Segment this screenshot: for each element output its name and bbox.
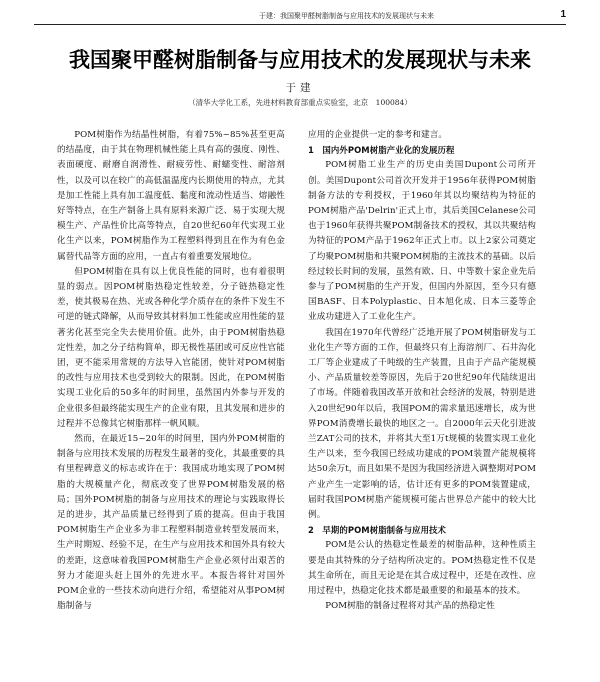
section-heading-1: 1 国内外POM树脂产业化的发展历程 [308,145,455,156]
page-number: 1 [560,9,566,20]
paragraph: 应用的企业提供一定的参考和建言。 [308,130,448,140]
section-heading-2: 2 早期的POM树脂制备与应用技术 [308,525,446,536]
paragraph: POM是公认的热稳定性最差的树脂品种，这种性质主要是由其特殊的分子结构所决定的。POM热稳定性不仅是其生命所在，而且无论是在其合成过程中，还是在改性、应用过程中，热稳定化技术都是最重要的和最基本的技术。 [308,540,536,597]
paragraph: POM树脂工业生产的历史由美国Dupont公司所开创。美国Dupont公司首次开发并于1956年获得POM树脂制备方法的专利授权，于1960年其以均聚结构为特征的POM树脂产品'Delrin'正式上市，其后美国Celanese公司也于1960年获得共聚POM制备技术的授权，其以共聚结构为特征的POM产品于1962年正式上市。以上2家公司奠定了均聚POM树脂和共聚POM树脂的主流技术的基础。以后经过较长时间的发展，虽然有欧、日、中等数十家企业先后参与了POM树脂的生产开发，但国内外原因，至今只有德国BASF、日本Polyplastic、日本旭化成、日本三菱等企业成功建进入了工业化生产。 [308,160,536,323]
paragraph: POM树脂的制备过程将对其产品的热稳定性 [325,601,495,612]
right-column [308,128,536,615]
paragraph: 然而，在最近15~20年的时间里，国内外POM树脂的制备与应用技术发展的历程发生最著的变化，其最重要的具有里程碑意义的标志或许在于：我国成功地实现了POM树脂的大规模量产化，彻底改变了世界POM树脂发展的格局；国外POM树脂的制备与应用技术的理论与实践取得长足的进步，其产品质量已经得到了质的提高。但由于我国POM树脂生产企业多为非工程塑料制造业转型发展而来，生产时期短、经验不足，在生产与应用技术和国外具有较大的差距，这意味着我国POM树脂生产企业必须付出艰苦的努力才能迎头赶上国外的先进水平。本报告将针对国外POM企业的一些技术动向进行介绍，希望能对从事POM树脂制备与 [57,434,285,612]
running-title: 于建：我国聚甲醛树脂制备与应用技术的发展现状与未来 [259,12,434,20]
left-column [57,128,285,615]
paragraph: POM树脂作为结晶性树脂，有着75%~85%甚至更高的结晶度，由于其在物理机械性能上具有高的强度、刚性、表面硬度、耐磨自润滑性、耐疲劳性、耐蠕变性、耐溶剂性，以及可以在较广的高低温温度内长期使用的特点，尤其是加工性能上具有加工温度低、黏度和流动性适当、熔融性好等特点，在生产制备上具有原料来源广泛、易于实现大规模生产、产品性价比高等特点，自20世纪60年代实现工业化生产以来，POM树脂作为工程塑料得到且在作为有色金属替代品等方面的应用，一直占有着重要发展地位。 [57,130,285,262]
article-title: 我国聚甲醛树脂制备与应用技术的发展现状与未来 [69,48,531,72]
article-author: 于建 [285,82,315,94]
paragraph: 但POM树脂在具有以上优良性能的同时，也有着很明显的弱点。因POM树脂热稳定性较差，分子链热稳定性差，使其极易在热、光或各种化学介质存在的条件下发生不可逆的链式降解，从而导致其材料加工性能或应用性能的显著劣化甚至完全失去使用价值。此外，由于POM树脂热稳定性差，加之分子结构简单，即无极性基团或可反应性官能团，更不能采用常规的方法导入官能团，使针对POM树脂的改性与应用技术也受到较大的限制。因此，在POM树脂实现工业化后的50多年的时间里，虽然国内外参与开发的企业很多但最终能实现生产的企业有限，且其发展和进步的过程并不总像其它树脂那样一帆风顺。 [57,266,285,429]
paragraph: 我国在1970年代曾经广泛地开展了POM树脂研发与工业化生产等方面的工作，但最终只有上海溶剂厂、石井沟化工厂等企业建成了千吨级的生产装置，且由于产品产能规模小、产品质量较差等原因，先后于20世纪90年代陆续退出了市场。伴随着我国改革开放和社会经济的发展，特别是进入20世纪90年以后，我国POM的需求量迅速增长，成为世界POM消费增长最快的地区之一。自2000年云天化引进波兰ZAT公司的技术，并将其大至1万t规模的装置实现工业化生产以来，至今我国已经成功建成的POM装置产能规模将达50余万t，而且如果不是因为我国经济进入调整期对POM产业产生一定影响的话，估计还有更多的POM装置建成，届时我国POM树脂产能规模可能占世界总产能中的较大比例。 [308,327,536,521]
running-header [34,10,566,25]
article-affiliation: （清华大学化工系，先进材料教育部重点实验室，北京 100084） [188,98,412,107]
